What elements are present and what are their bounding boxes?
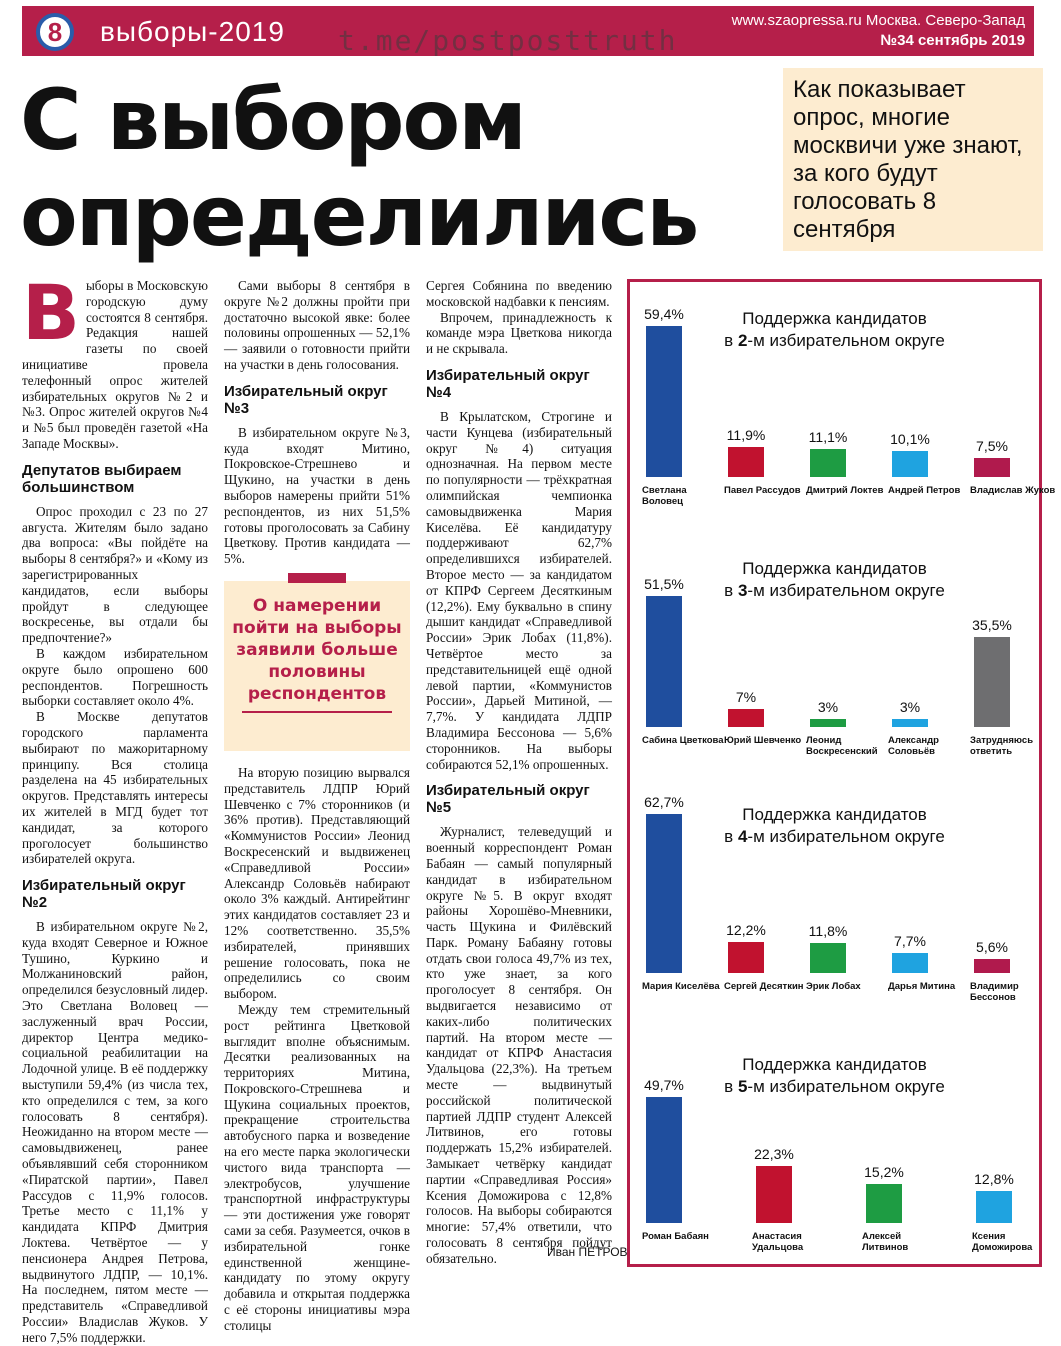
chart-title: Поддержка кандидатов в 2-м избирательном округе (724, 309, 945, 350)
bar-value-label: 62,7% (644, 794, 684, 810)
bar (810, 943, 846, 973)
bar (892, 451, 928, 477)
bar (756, 1166, 792, 1223)
bar-value-label: 12,8% (974, 1171, 1014, 1187)
headline-line-1: С выбором (20, 71, 525, 169)
subheading: Избирательный округ №5 (426, 782, 590, 817)
subheading: Избирательный округ №4 (426, 366, 590, 401)
paragraph: Журналист, телеведущий и военный корреспондент Роман Бабаян — самый популярный кандидат в избирательном округе №5. В округ входят районы Хорошёво-Мневники, часть Щукина и Филёвский Парк. Роману Бабаяну готовы отдать свои голоса 49,7% из тех, кто уже знает, за кого проголосует 8 сентября. Он выдвигается независимо от каких-либо политических партий. На втором месте — кандидат от КПРФ Анастасия Удальцова (22,3%). На третьем месте — выдвинутый российской политической партией ЛДПР студент Алексей Литвинов, его готовы поддержать 15,2% избирателей. Замыкает четвёрку кандидат партии «Справедливая Россия» Ксения Доможирова с 12,8% голосов. На выборы собираются многие: 57,4% ответили, что голосовать 8 сентября пойдут обязательно. (426, 824, 612, 1266)
bar-value-label: 3% (817, 699, 839, 715)
bar-value-label: 49,7% (644, 1077, 684, 1093)
paragraph: Между тем стремительный рост рейтинга Цветковой выглядит вполне объяснимым. Десятки реализованных на территориях Митина, Покровского-Стрешнева и Щукина социальных проектов, прекращение строительства автобусного парка и возведение на его месте парка экологически чистого вида транспорта — электробусов, улучшение транспортной инфраструктуры — эти достижения уже говорят сами за себя. Разумеется, очков в избирательной гонке единственной женщине-кандидату по этому округу добавила и открытая поддержка с её стороны инициативы мэра столицы (224, 1001, 410, 1333)
paragraph: В Москве депутатов городского парламента выбирают по мажоритарному принципу. Вся столица разделена на 45 избирательных округов. Представлять интересы их жителей в МГД будет тот кандидат, за которого проголосует большинство избирателей округа. (22, 709, 208, 867)
bar-value-label: 11,8% (808, 923, 848, 939)
bar-chart-district-5 (630, 1028, 1039, 1273)
bar-chart-district-4 (630, 778, 1039, 1023)
chart-title: Поддержка кандидатов в 4-м избирательном округе (724, 805, 945, 846)
pull-quote (224, 581, 410, 751)
intro-paragraph (22, 268, 208, 452)
bar (974, 959, 1010, 973)
subheading: Избирательный округ №2 (22, 877, 186, 912)
article-column-1 (22, 268, 208, 1346)
bar-value-label: 22,3% (754, 1146, 794, 1162)
pull-quote-rule (242, 711, 392, 713)
bar-category-label: Сергей Десяткин (724, 981, 804, 992)
bar-category-label: Мария Киселёва (642, 981, 720, 992)
bar (646, 596, 682, 727)
bar-value-label: 7,7% (894, 933, 926, 949)
paragraph: Впрочем, принадлежность к команде мэра Цветкова никогда и не скрывала. (426, 309, 612, 357)
subheading: Избирательный округ №3 (224, 382, 388, 417)
watermark: t.me/postposttruth (338, 24, 678, 57)
paragraph: В избирательном округе №3, куда входят Митино, Покровское-Стрешнево и Щукино, на участки в день выборов намерены прийти 51% респондентов, из них 51,5% готовы проголосовать за Сабину Цветкову. Против кандидата — 5%. (224, 424, 410, 567)
bar (728, 709, 764, 727)
bar-value-label: 5,6% (976, 939, 1008, 955)
subheading: Депутатов выбираем большинством (22, 461, 182, 496)
bar-value-label: 7,5% (976, 438, 1008, 454)
bar (866, 1184, 902, 1223)
pull-quote-text: О намерении пойти на выборы заявили больше половины респондентов (232, 595, 402, 704)
bar-category-label: Дарья Митина (888, 981, 956, 992)
paragraph: Сами выборы 8 сентября в округе №2 должны пройти при достаточно высокой явке: более половины опрошенных — 52,1% — заявили о готовности прийти на участки в день голосования. (224, 278, 410, 372)
bar-category-label: Сабина Цветкова (642, 735, 724, 746)
bar (646, 326, 682, 477)
bar-value-label: 59,4% (644, 306, 684, 322)
bar-category-label: Дмитрий Локтев (806, 485, 884, 496)
site-location: www.szaopressa.ru Москва. Северо-Запад (731, 12, 1025, 29)
bar-value-label: 3% (899, 699, 921, 715)
bar (646, 1097, 682, 1223)
paragraph: В Крылатском, Строгине и части Кунцева (избирательный округ №4) ситуация однозначная. На первом месте по популярности — трёхкратная олимпийская чемпионка самовыдвиженка Мария Киселёва. Её кандидатуру поддерживают 62,7% определившихся избирателей. Второе место — за кандидатом от КПРФ Сергеем Десяткиным (12,2%). Ему буквально в спину дышит кандидат «Справедливой России» Эрик Лобах (11,8%). Четвёртое место за представительницей ещё одной левой партии, «Коммунистов России», Дарьей Митиной, — 7,7%. У кандидата ЛДПР Владимира Бессонова — 5,6% сторонников. На выборы собираются 52,1% опрошенных. (426, 408, 612, 772)
bar (976, 1191, 1012, 1223)
page-number: 8 (36, 13, 74, 51)
paragraph: Сергея Собянина по введению московской надбавки к пенсиям. (426, 278, 612, 309)
bar-category-label: Андрей Петров (888, 485, 961, 496)
bar-value-label: 7% (735, 689, 757, 705)
bar-category-label: Эрик Лобах (806, 981, 861, 992)
pull-quote-tab (288, 573, 346, 583)
bar-category-label: Затрудняюсь ответить (970, 735, 1034, 757)
bar (892, 953, 928, 973)
charts-panel (627, 279, 1056, 1267)
byline: Иван ПЕТРОВ (547, 1245, 628, 1259)
drop-cap: В (22, 268, 80, 357)
section-label: выборы-2019 (100, 16, 285, 47)
bar-category-label: Владимир Бессонов (970, 981, 1019, 1003)
bar (646, 814, 682, 973)
headline-line-2: определились (20, 167, 698, 265)
bar-category-label: Владислав Жуков (970, 485, 1056, 496)
bar-category-label: Юрий Шевченко (724, 735, 802, 746)
bar-value-label: 12,2% (726, 922, 766, 938)
bar (810, 449, 846, 477)
bar-value-label: 11,1% (808, 429, 848, 445)
bar-chart-district-3 (630, 532, 1039, 777)
bar-category-label: Алексей Литвинов (862, 1231, 909, 1253)
bar (810, 719, 846, 727)
bar-category-label: Анастасия Удальцова (752, 1231, 804, 1253)
bar-value-label: 10,1% (890, 431, 930, 447)
article-column-2 (224, 278, 410, 1334)
bar-category-label: Леонид Воскресенский (806, 735, 878, 757)
bar (892, 719, 928, 727)
bar-category-label: Павел Рассудов (724, 485, 801, 496)
paragraph: На вторую позицию вырвался представитель ЛДПР Юрий Шевченко с 7% сторонников (и 36% против). Представляющий «Коммунистов России» Леонид Воскресенский и выдвиженец «Справедливой России» Александр Соловьёв набирают около 3% каждый. Антирейтинг этих кандидатов составляет 23 и 12% соответственно. 35,5% избирателей, принявших решение голосовать, пока не определились со своим выбором. (224, 764, 410, 1002)
bar-value-label: 51,5% (644, 576, 684, 592)
bar-category-label: Светлана Воловец (642, 485, 687, 507)
headline (20, 72, 780, 264)
bar-chart-district-2 (630, 282, 1056, 527)
bar (728, 942, 764, 973)
bar (728, 447, 764, 477)
paragraph: Опрос проходил с 23 по 27 августа. Жителям было задано два вопроса: «Вы пойдёте на выборы 8 сентября?» и «Кому из зарегистрированных кандидатов, если выборы пройдут в следующее воскресенье, вы отдали бы предпочтение?» (22, 503, 208, 646)
issue-label: №34 сентябрь 2019 (880, 32, 1025, 49)
bar-category-label: Ксения Доможирова (972, 1231, 1033, 1253)
lede-box: Как показывает опрос, многие москвичи уже знают, за кого будут голосовать 8 сентября (783, 68, 1043, 251)
article-column-3 (426, 278, 612, 1267)
bar-value-label: 11,9% (726, 427, 766, 443)
paragraph: В каждом избирательном округе было опрошено 600 респондентов. Погрешность выборки составляет около 4%. (22, 645, 208, 709)
bar-category-label: Александр Соловьёв (888, 735, 939, 757)
chart-title: Поддержка кандидатов в 5-м избирательном округе (724, 1055, 945, 1096)
chart-title: Поддержка кандидатов в 3-м избирательном округе (724, 559, 945, 600)
bar-category-label: Роман Бабаян (642, 1231, 709, 1242)
intro-text: ыборы в Московскую городскую думу состоятся 8 сентября. Редакция нашей газеты по своей инициативе провела телефонный опрос жителей избирательных округов №2 и №3. Опрос жителей округов №4 и №5 был проведён газетой «На Западе Москвы». (22, 278, 208, 451)
bar-value-label: 35,5% (972, 617, 1012, 633)
bar (974, 637, 1010, 727)
paragraph: В избирательном округе №2, куда входят Северное и Южное Тушино, Куркино и Молжаниновский район, определился безусловный лидер. Это Светлана Воловец — заслуженный врач России, директор Центра медико-социальной реабилитации на Лодочной улице. В её поддержку выступили 59,4% (из числа тех, кто определился с тем, за кого голосовать 8 сентября). Неожиданно на втором месте — самовыдвиженец, ранее объявлявший себя сторонником «Пиратской партии», Павел Рассудов с 11,9% голосов. Третье место с 11,1% у кандидата КПРФ Дмитрия Локтева. Четвёртое — у пенсионера Андрея Петрова, выдвинутого ЛДПР, — 10,1%. На последнем, пятом месте — представитель «Справедливой России» Владислав Жуков. У него 7,5% поддержки. (22, 919, 208, 1345)
bar-value-label: 15,2% (864, 1164, 904, 1180)
bar (974, 458, 1010, 477)
